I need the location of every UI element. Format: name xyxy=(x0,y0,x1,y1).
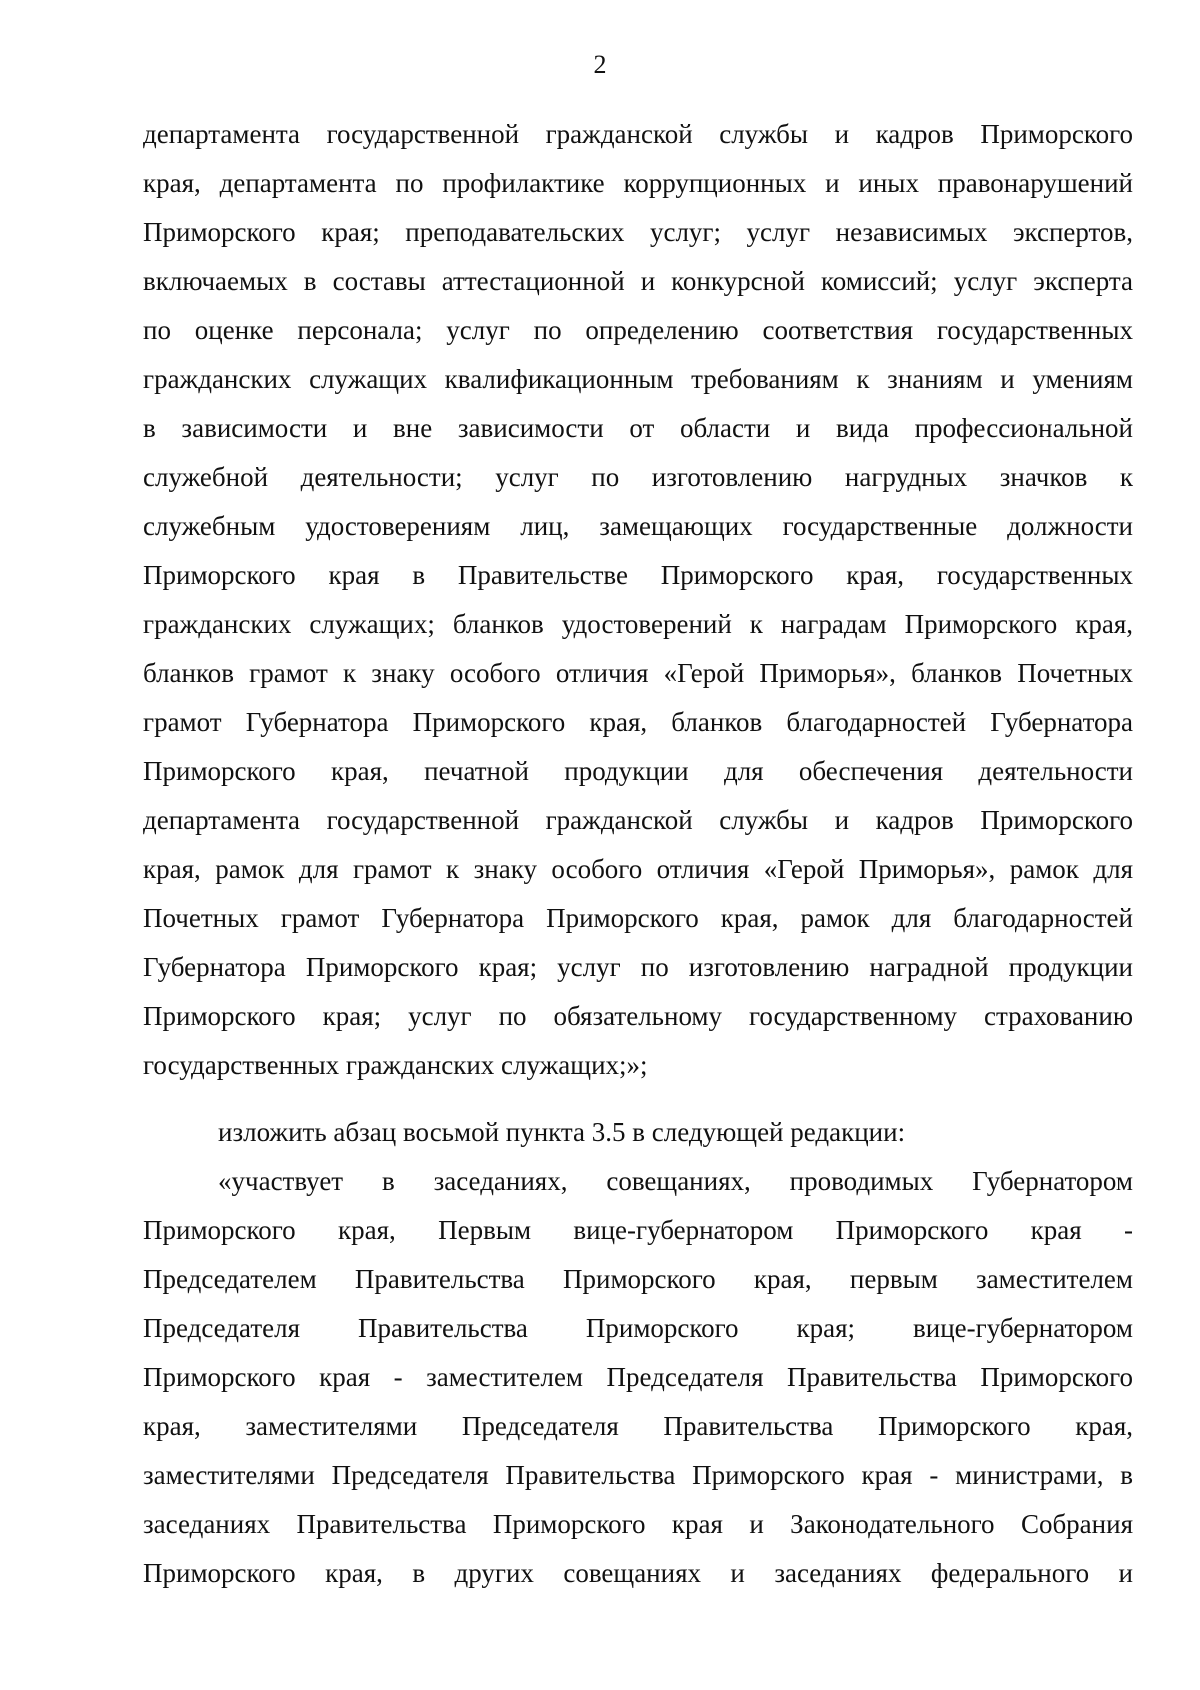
text-line: в зависимости и вне зависимости от области и вида профессиональной xyxy=(143,413,1133,443)
text-line: Приморского края в Правительстве Приморского края, государственных xyxy=(143,560,1133,590)
text-line: Приморского края; услуг по обязательному государственному страхованию xyxy=(143,1001,1133,1031)
text-line: заседаниях Правительства Приморского края и Законодательного Собрания xyxy=(143,1509,1133,1539)
text-line: Губернатора Приморского края; услуг по изготовлению наградной продукции xyxy=(143,952,1133,982)
text-line: бланков грамот к знаку особого отличия «Герой Приморья», бланков Почетных xyxy=(143,658,1133,688)
text-line: изложить абзац восьмой пункта 3.5 в следующей редакции: xyxy=(218,1117,906,1147)
text-line: служебным удостоверениям лиц, замещающих государственные должности xyxy=(143,511,1133,541)
text-line: заместителями Председателя Правительства Приморского края - министрами, в xyxy=(143,1460,1133,1490)
text-line: Приморского края, Первым вице-губернатором Приморского края - xyxy=(143,1215,1133,1245)
text-line: Приморского края - заместителем Председателя Правительства Приморского xyxy=(143,1362,1133,1392)
text-line: государственных гражданских служащих;»; xyxy=(143,1050,648,1080)
text-line: Приморского края; преподавательских услуг; услуг независимых экспертов, xyxy=(143,217,1133,247)
text-line: департамента государственной гражданской службы и кадров Приморского xyxy=(143,805,1133,835)
paragraph-services-list xyxy=(143,110,1133,1090)
text-line: департамента государственной гражданской службы и кадров Приморского xyxy=(143,119,1133,149)
text-line: Приморского края, печатной продукции для обеспечения деятельности xyxy=(143,756,1133,786)
text-line: Почетных грамот Губернатора Приморского края, рамок для благодарностей xyxy=(143,903,1133,933)
text-line: «участвует в заседаниях, совещаниях, проводимых Губернатором xyxy=(218,1166,1133,1196)
text-line: гражданских служащих; бланков удостоверений к наградам Приморского края, xyxy=(143,609,1133,639)
text-line: края, департамента по профилактике коррупционных и иных правонарушений xyxy=(143,168,1133,198)
text-line: Председателем Правительства Приморского края, первым заместителем xyxy=(143,1264,1133,1294)
text-line: Председателя Правительства Приморского края; вице-губернатором xyxy=(143,1313,1133,1343)
paragraph-instruction xyxy=(143,1108,1133,1157)
text-line: служебной деятельности; услуг по изготовлению нагрудных значков к xyxy=(143,462,1133,492)
text-line: по оценке персонала; услуг по определению соответствия государственных xyxy=(143,315,1133,345)
text-line: грамот Губернатора Приморского края, бланков благодарностей Губернатора xyxy=(143,707,1133,737)
text-line: края, рамок для грамот к знаку особого отличия «Герой Приморья», рамок для xyxy=(143,854,1133,884)
text-line: Приморского края, в других совещаниях и заседаниях федерального и xyxy=(143,1558,1133,1588)
text-line: гражданских служащих квалификационным требованиям к знаниям и умениям xyxy=(143,364,1133,394)
page-number: 2 xyxy=(593,50,607,79)
paragraph-new-wording xyxy=(143,1157,1133,1598)
text-line: включаемых в составы аттестационной и конкурсной комиссий; услуг эксперта xyxy=(143,266,1133,296)
text-line: края, заместителями Председателя Правительства Приморского края, xyxy=(143,1411,1133,1441)
